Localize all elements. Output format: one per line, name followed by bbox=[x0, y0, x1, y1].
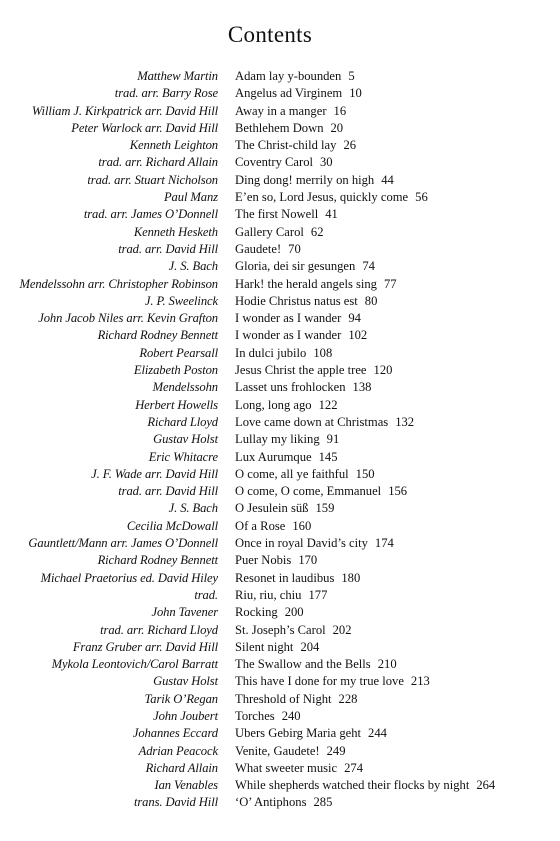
toc-title: While shepherds watched their flocks by night bbox=[235, 778, 470, 793]
toc-page-number: 150 bbox=[355, 466, 375, 481]
toc-page-number: 274 bbox=[344, 760, 363, 775]
toc-composer: trad. arr. Stuart Nicholson bbox=[87, 172, 218, 187]
toc-page-number: 91 bbox=[326, 432, 340, 447]
toc-entry bbox=[0, 310, 560, 327]
toc-entry bbox=[0, 103, 560, 120]
toc-composer: J. S. Bach bbox=[168, 259, 218, 274]
toc-title: Venite, Gaudete! bbox=[235, 743, 320, 758]
toc-page-number: 77 bbox=[383, 276, 397, 291]
toc-entry bbox=[0, 431, 560, 448]
toc-title: Jesus Christ the apple tree bbox=[235, 363, 367, 378]
toc-composer: Robert Pearsall bbox=[139, 345, 218, 360]
toc-title: Gaudete! bbox=[235, 241, 282, 256]
toc-composer: Gustav Holst bbox=[153, 674, 218, 689]
toc-entry bbox=[0, 656, 560, 673]
toc-page-number: 26 bbox=[343, 138, 357, 153]
toc-composer: Tarik O’Regan bbox=[144, 691, 218, 706]
toc-page-number: 62 bbox=[310, 224, 324, 239]
toc-title: Lullay my liking bbox=[235, 432, 320, 447]
toc-composer: William J. Kirkpatrick arr. David Hill bbox=[31, 103, 218, 118]
toc-title: E’en so, Lord Jesus, quickly come bbox=[235, 190, 409, 205]
toc-title: St. Joseph’s Carol bbox=[235, 622, 326, 637]
toc-composer: trad. arr. David Hill bbox=[118, 241, 218, 256]
toc-composer: Richard Allain bbox=[145, 760, 218, 775]
toc-title: Once in royal David’s city bbox=[235, 536, 368, 551]
toc-composer: Richard Lloyd bbox=[147, 414, 218, 429]
toc-composer: Adrian Peacock bbox=[138, 743, 218, 758]
toc-page-number: 200 bbox=[284, 605, 304, 620]
toc-entry bbox=[0, 604, 560, 621]
toc-composer: Herbert Howells bbox=[135, 397, 218, 412]
toc-entry bbox=[0, 500, 560, 517]
toc-entry bbox=[0, 794, 560, 811]
toc-page-number: 138 bbox=[352, 380, 372, 395]
toc-composer: Peter Warlock arr. David Hill bbox=[71, 120, 218, 135]
toc-entry bbox=[0, 85, 560, 102]
toc-title: This have I done for my true love bbox=[235, 674, 404, 689]
toc-composer: John Joubert bbox=[153, 708, 218, 723]
toc-entry bbox=[0, 639, 560, 656]
toc-entry bbox=[0, 743, 560, 760]
toc-title: Of a Rose bbox=[235, 518, 286, 533]
toc-page-number: 180 bbox=[341, 570, 361, 585]
toc-title: Threshold of Night bbox=[235, 691, 332, 706]
toc-composer: trad. arr. David Hill bbox=[118, 484, 218, 499]
toc-page-number: 170 bbox=[298, 553, 318, 568]
toc-entry bbox=[0, 276, 560, 293]
toc-composer: Gauntlett/Mann arr. James O’Donnell bbox=[28, 536, 218, 551]
toc-page-number: 10 bbox=[349, 86, 362, 101]
toc-composer: Richard Rodney Bennett bbox=[97, 328, 218, 343]
toc-composer: Eric Whitacre bbox=[148, 449, 218, 464]
toc-composer: Mykola Leontovich/Carol Barratt bbox=[51, 657, 218, 672]
toc-entry bbox=[0, 362, 560, 379]
toc-title: Riu, riu, chiu bbox=[235, 587, 302, 602]
toc-page-number: 122 bbox=[318, 397, 338, 412]
toc-entry bbox=[0, 587, 560, 604]
toc-page-number: 213 bbox=[410, 674, 430, 689]
toc-entry bbox=[0, 224, 560, 241]
toc-title: O Jesulein süß bbox=[235, 501, 309, 516]
toc-entry bbox=[0, 673, 560, 690]
toc-entry bbox=[0, 760, 560, 777]
toc-page-number: 228 bbox=[338, 691, 358, 706]
toc-composer: Mendelssohn arr. Christopher Robinson bbox=[19, 276, 218, 291]
toc-title: In dulci jubilo bbox=[235, 345, 307, 360]
toc-title: O come, O come, Emmanuel bbox=[235, 484, 382, 499]
toc-page-number: 210 bbox=[377, 657, 397, 672]
toc-page-number: 74 bbox=[362, 259, 375, 274]
toc-composer: Elizabeth Poston bbox=[133, 363, 218, 378]
toc-composer: Gustav Holst bbox=[153, 432, 218, 447]
toc-entry bbox=[0, 206, 560, 223]
toc-entry bbox=[0, 293, 560, 310]
toc-composer: trad. arr. Barry Rose bbox=[114, 86, 218, 101]
toc-composer: Michael Praetorius ed. David Hiley bbox=[40, 570, 218, 585]
toc-title: I wonder as I wander bbox=[235, 328, 342, 343]
toc-entry bbox=[0, 120, 560, 137]
toc-entry bbox=[0, 466, 560, 483]
toc-title: O come, all ye faithful bbox=[235, 466, 349, 481]
toc-title: Hark! the herald angels sing bbox=[235, 276, 377, 291]
toc-composer: trad. arr. Richard Lloyd bbox=[100, 622, 218, 637]
toc-page-number: 56 bbox=[415, 190, 428, 205]
toc-page-number: 44 bbox=[381, 172, 394, 187]
toc-page-number: 202 bbox=[332, 622, 352, 637]
toc-entry bbox=[0, 777, 560, 794]
toc-title: Torches bbox=[235, 708, 275, 723]
toc-entry bbox=[0, 241, 560, 258]
toc-title: Resonet in laudibus bbox=[235, 570, 335, 585]
toc-entry bbox=[0, 172, 560, 189]
toc-page-number: 249 bbox=[326, 743, 346, 758]
toc-composer: Matthew Martin bbox=[137, 69, 218, 83]
toc-entry bbox=[0, 379, 560, 396]
toc-entry bbox=[0, 345, 560, 362]
toc-composer: Johannes Eccard bbox=[132, 726, 218, 741]
toc-title: Gloria, dei sir gesungen bbox=[235, 259, 356, 274]
toc-entry bbox=[0, 518, 560, 535]
toc-title: I wonder as I wander bbox=[235, 311, 342, 326]
toc-page-number: 132 bbox=[395, 414, 415, 429]
toc-title: The Christ-child lay bbox=[235, 138, 337, 153]
toc-page-number: 159 bbox=[315, 501, 335, 516]
toc-entry bbox=[0, 258, 560, 275]
toc-composer: Richard Rodney Bennett bbox=[97, 553, 218, 568]
toc-page-number: 20 bbox=[330, 120, 344, 135]
toc-entry bbox=[0, 725, 560, 742]
toc-composer: trad. bbox=[194, 587, 218, 602]
toc-title: The Swallow and the Bells bbox=[235, 657, 371, 672]
toc-page-number: 145 bbox=[318, 449, 338, 464]
toc-title: Lasset uns frohlocken bbox=[235, 380, 346, 395]
toc-composer: J. S. Bach bbox=[168, 501, 218, 516]
toc-composer: Kenneth Leighton bbox=[129, 138, 218, 153]
toc-title: Love came down at Christmas bbox=[235, 414, 389, 429]
toc-title: Ding dong! merrily on high bbox=[235, 172, 375, 187]
toc-page-number: 174 bbox=[374, 536, 394, 551]
toc-composer: Ian Venables bbox=[154, 778, 218, 793]
toc-composer: Paul Manz bbox=[163, 190, 218, 205]
toc-composer: Franz Gruber arr. David Hill bbox=[72, 639, 218, 654]
toc-page-number: 244 bbox=[368, 726, 387, 741]
toc-composer: trad. arr. Richard Allain bbox=[98, 155, 218, 170]
toc-title: Coventry Carol bbox=[235, 155, 313, 170]
toc-title: Puer Nobis bbox=[235, 553, 292, 568]
toc-entry bbox=[0, 552, 560, 569]
toc-page-number: 16 bbox=[333, 103, 347, 118]
toc-title: Rocking bbox=[235, 605, 278, 620]
table-of-contents bbox=[0, 68, 560, 812]
toc-title: Ubers Gebirg Maria geht bbox=[235, 726, 362, 741]
toc-entry bbox=[0, 189, 560, 206]
toc-entry bbox=[0, 68, 560, 85]
toc-entry bbox=[0, 154, 560, 171]
toc-title: Gallery Carol bbox=[235, 224, 304, 239]
toc-page-number: 5 bbox=[348, 69, 355, 83]
toc-composer: John Jacob Niles arr. Kevin Grafton bbox=[38, 311, 218, 326]
toc-page-number: 285 bbox=[313, 795, 333, 810]
toc-entry bbox=[0, 449, 560, 466]
toc-entry bbox=[0, 327, 560, 344]
toc-composer: John Tavener bbox=[151, 605, 218, 620]
toc-entry bbox=[0, 570, 560, 587]
toc-page-number: 120 bbox=[373, 363, 393, 378]
toc-entry bbox=[0, 535, 560, 552]
toc-entry bbox=[0, 622, 560, 639]
toc-composer: Kenneth Hesketh bbox=[133, 224, 218, 239]
toc-title: Angelus ad Virginem bbox=[235, 86, 343, 101]
toc-page-number: 41 bbox=[325, 207, 338, 222]
toc-page-number: 240 bbox=[281, 708, 301, 723]
toc-entry bbox=[0, 708, 560, 725]
toc-entry bbox=[0, 137, 560, 154]
toc-composer: Cecilia McDowall bbox=[126, 518, 218, 533]
toc-title: Bethlehem Down bbox=[235, 120, 324, 135]
toc-page-number: 177 bbox=[308, 587, 328, 602]
toc-page-number: 80 bbox=[364, 293, 378, 308]
toc-title: Away in a manger bbox=[235, 103, 327, 118]
toc-page-number: 204 bbox=[300, 639, 320, 654]
toc-page-number: 94 bbox=[348, 311, 361, 326]
page-title: Contents bbox=[227, 22, 313, 47]
toc-page-number: 102 bbox=[348, 328, 368, 343]
toc-title: Adam lay y-bounden bbox=[235, 69, 342, 83]
toc-composer: J. F. Wade arr. David Hill bbox=[91, 466, 218, 481]
toc-page-number: 70 bbox=[288, 241, 301, 256]
toc-page-number: 30 bbox=[320, 155, 333, 170]
toc-composer: Mendelssohn bbox=[152, 380, 218, 395]
toc-composer: J. P. Sweelinck bbox=[144, 293, 218, 308]
toc-title: The first Nowell bbox=[235, 207, 319, 222]
toc-title: Long, long ago bbox=[235, 397, 312, 412]
toc-entry bbox=[0, 691, 560, 708]
toc-entry bbox=[0, 483, 560, 500]
toc-page-number: 108 bbox=[313, 345, 333, 360]
toc-title: ‘O’ Antiphons bbox=[235, 795, 307, 810]
toc-title: Hodie Christus natus est bbox=[235, 293, 358, 308]
toc-composer: trad. arr. James O’Donnell bbox=[83, 207, 218, 222]
toc-page-number: 264 bbox=[476, 778, 496, 793]
toc-title: Silent night bbox=[235, 639, 294, 654]
toc-page-number: 160 bbox=[292, 518, 312, 533]
toc-entry bbox=[0, 414, 560, 431]
toc-page-number: 156 bbox=[388, 484, 408, 499]
toc-entry bbox=[0, 397, 560, 414]
toc-composer: trans. David Hill bbox=[133, 795, 218, 810]
toc-title: What sweeter music bbox=[235, 760, 338, 775]
toc-title: Lux Aurumque bbox=[235, 449, 312, 464]
